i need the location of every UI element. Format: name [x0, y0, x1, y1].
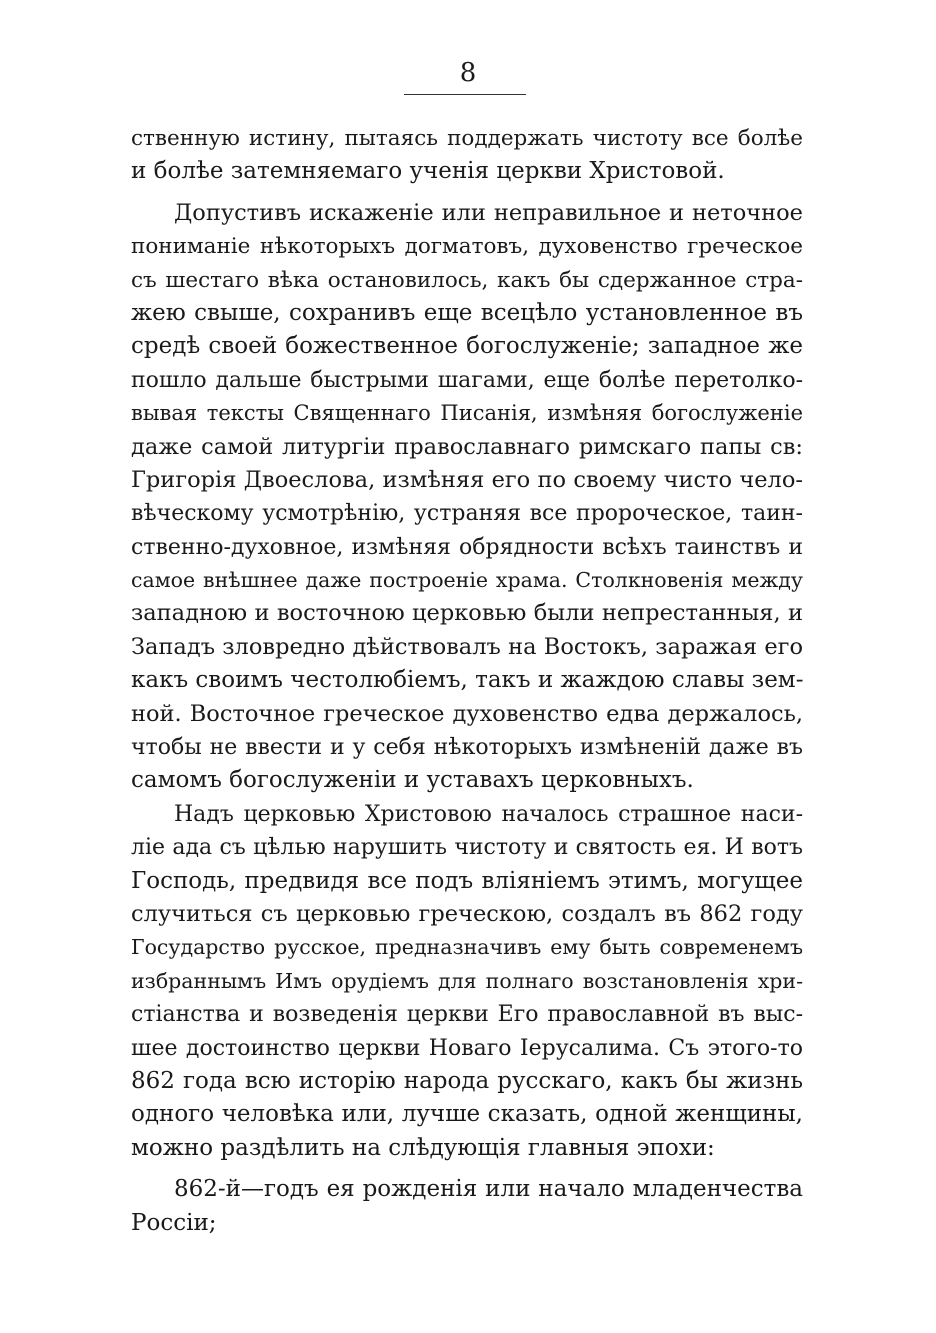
paragraph [131, 798, 803, 1165]
paragraph [131, 122, 803, 189]
text-line: Надъ церковью Христовою началось страшное наси- [174, 801, 803, 827]
text-line: Допустивъ искаженіе или неправильное и неточное [174, 199, 803, 226]
text-line: самомъ богослуженіи и уставахъ церковныхъ. [131, 767, 694, 794]
header-rule [404, 94, 526, 95]
text-line: 862 года всю исторію народа русскаго, какъ бы жизнь [131, 1067, 803, 1094]
text-line: шее достоинство церкви Новаго Іерусалима. Съ этого-то [131, 1035, 803, 1061]
text-line: вѣческому усмотрѣнію, устраняя все пророческое, таин- [131, 501, 803, 527]
text-line: чтобы не ввести и у себя нѣкоторыхъ измѣненій даже въ [131, 735, 803, 761]
paragraph [131, 197, 803, 798]
text-line: самое внѣшнее даже построеніе храма. Столкновенія между [131, 568, 803, 593]
text-line: Господь, предвидя все подъ вліяніемъ этимъ, могущее [131, 867, 803, 894]
page-number: 8 [459, 58, 477, 88]
text-line: жею свыше, сохранивъ еще всецѣло установленное въ [131, 299, 803, 326]
text-line: даже самой литургіи православнаго римскаго папы св: [131, 433, 803, 460]
text-line: 862-й—годъ ея рожденія или начало младенчества [174, 1176, 803, 1203]
text-line: пошло дальше быстрыми шагами, еще болѣе перетолко- [131, 367, 803, 393]
text-line: Григорія Двоеслова, измѣняя его по своему чисто чело- [131, 466, 803, 493]
text-line: и болѣе затемняемаго ученія церкви Христовой. [131, 158, 725, 185]
text-line: западною и восточною церковью были непрестанныя, и [131, 600, 803, 627]
body-text [131, 122, 803, 1240]
text-line: Государство русское, предназначивъ ему быть современемъ [131, 935, 803, 960]
text-line: случиться съ церковью греческою, создалъ въ 862 году [131, 900, 803, 927]
text-line: избраннымъ Имъ орудіемъ для полнаго возстановленія хри- [131, 968, 803, 993]
text-line: ной. Восточное греческое духовенство едва держалось, [131, 700, 803, 727]
text-line: вывая тексты Священнаго Писанія, измѣняя богослуженіе [131, 401, 803, 426]
text-line: можно раздѣлить на слѣдующія главныя эпохи: [131, 1134, 715, 1161]
text-line: какъ своимъ честолюбіемъ, такъ и жаждою славы зем- [131, 667, 804, 694]
text-line: ственную истину, пытаясь поддержать чистоту все болѣе [131, 126, 803, 151]
text-line: одного человѣка или, лучше сказать, одной женщины, [131, 1101, 803, 1128]
text-line: стіанства и возведенія церкви Его православной въ выс- [131, 1002, 803, 1028]
text-line: Западъ зловредно дѣйствовалъ на Востокъ, заражая его [131, 633, 803, 660]
text-line: средѣ своей божественное богослуженіе; западное же [131, 333, 803, 360]
text-line: ственно-духовное, измѣняя обрядности всѣхъ таинствъ и [131, 534, 803, 560]
text-line: пониманіе нѣкоторыхъ догматовъ, духовенство греческое [131, 234, 803, 260]
text-line: съ шестаго вѣка остановилось, какъ бы сдержанное стра- [131, 267, 803, 293]
paragraph [131, 1173, 803, 1240]
text-line: ліе ада съ цѣлью нарушить чистоту и святость ея. И вотъ [131, 835, 803, 861]
text-line: Россіи; [131, 1209, 217, 1236]
